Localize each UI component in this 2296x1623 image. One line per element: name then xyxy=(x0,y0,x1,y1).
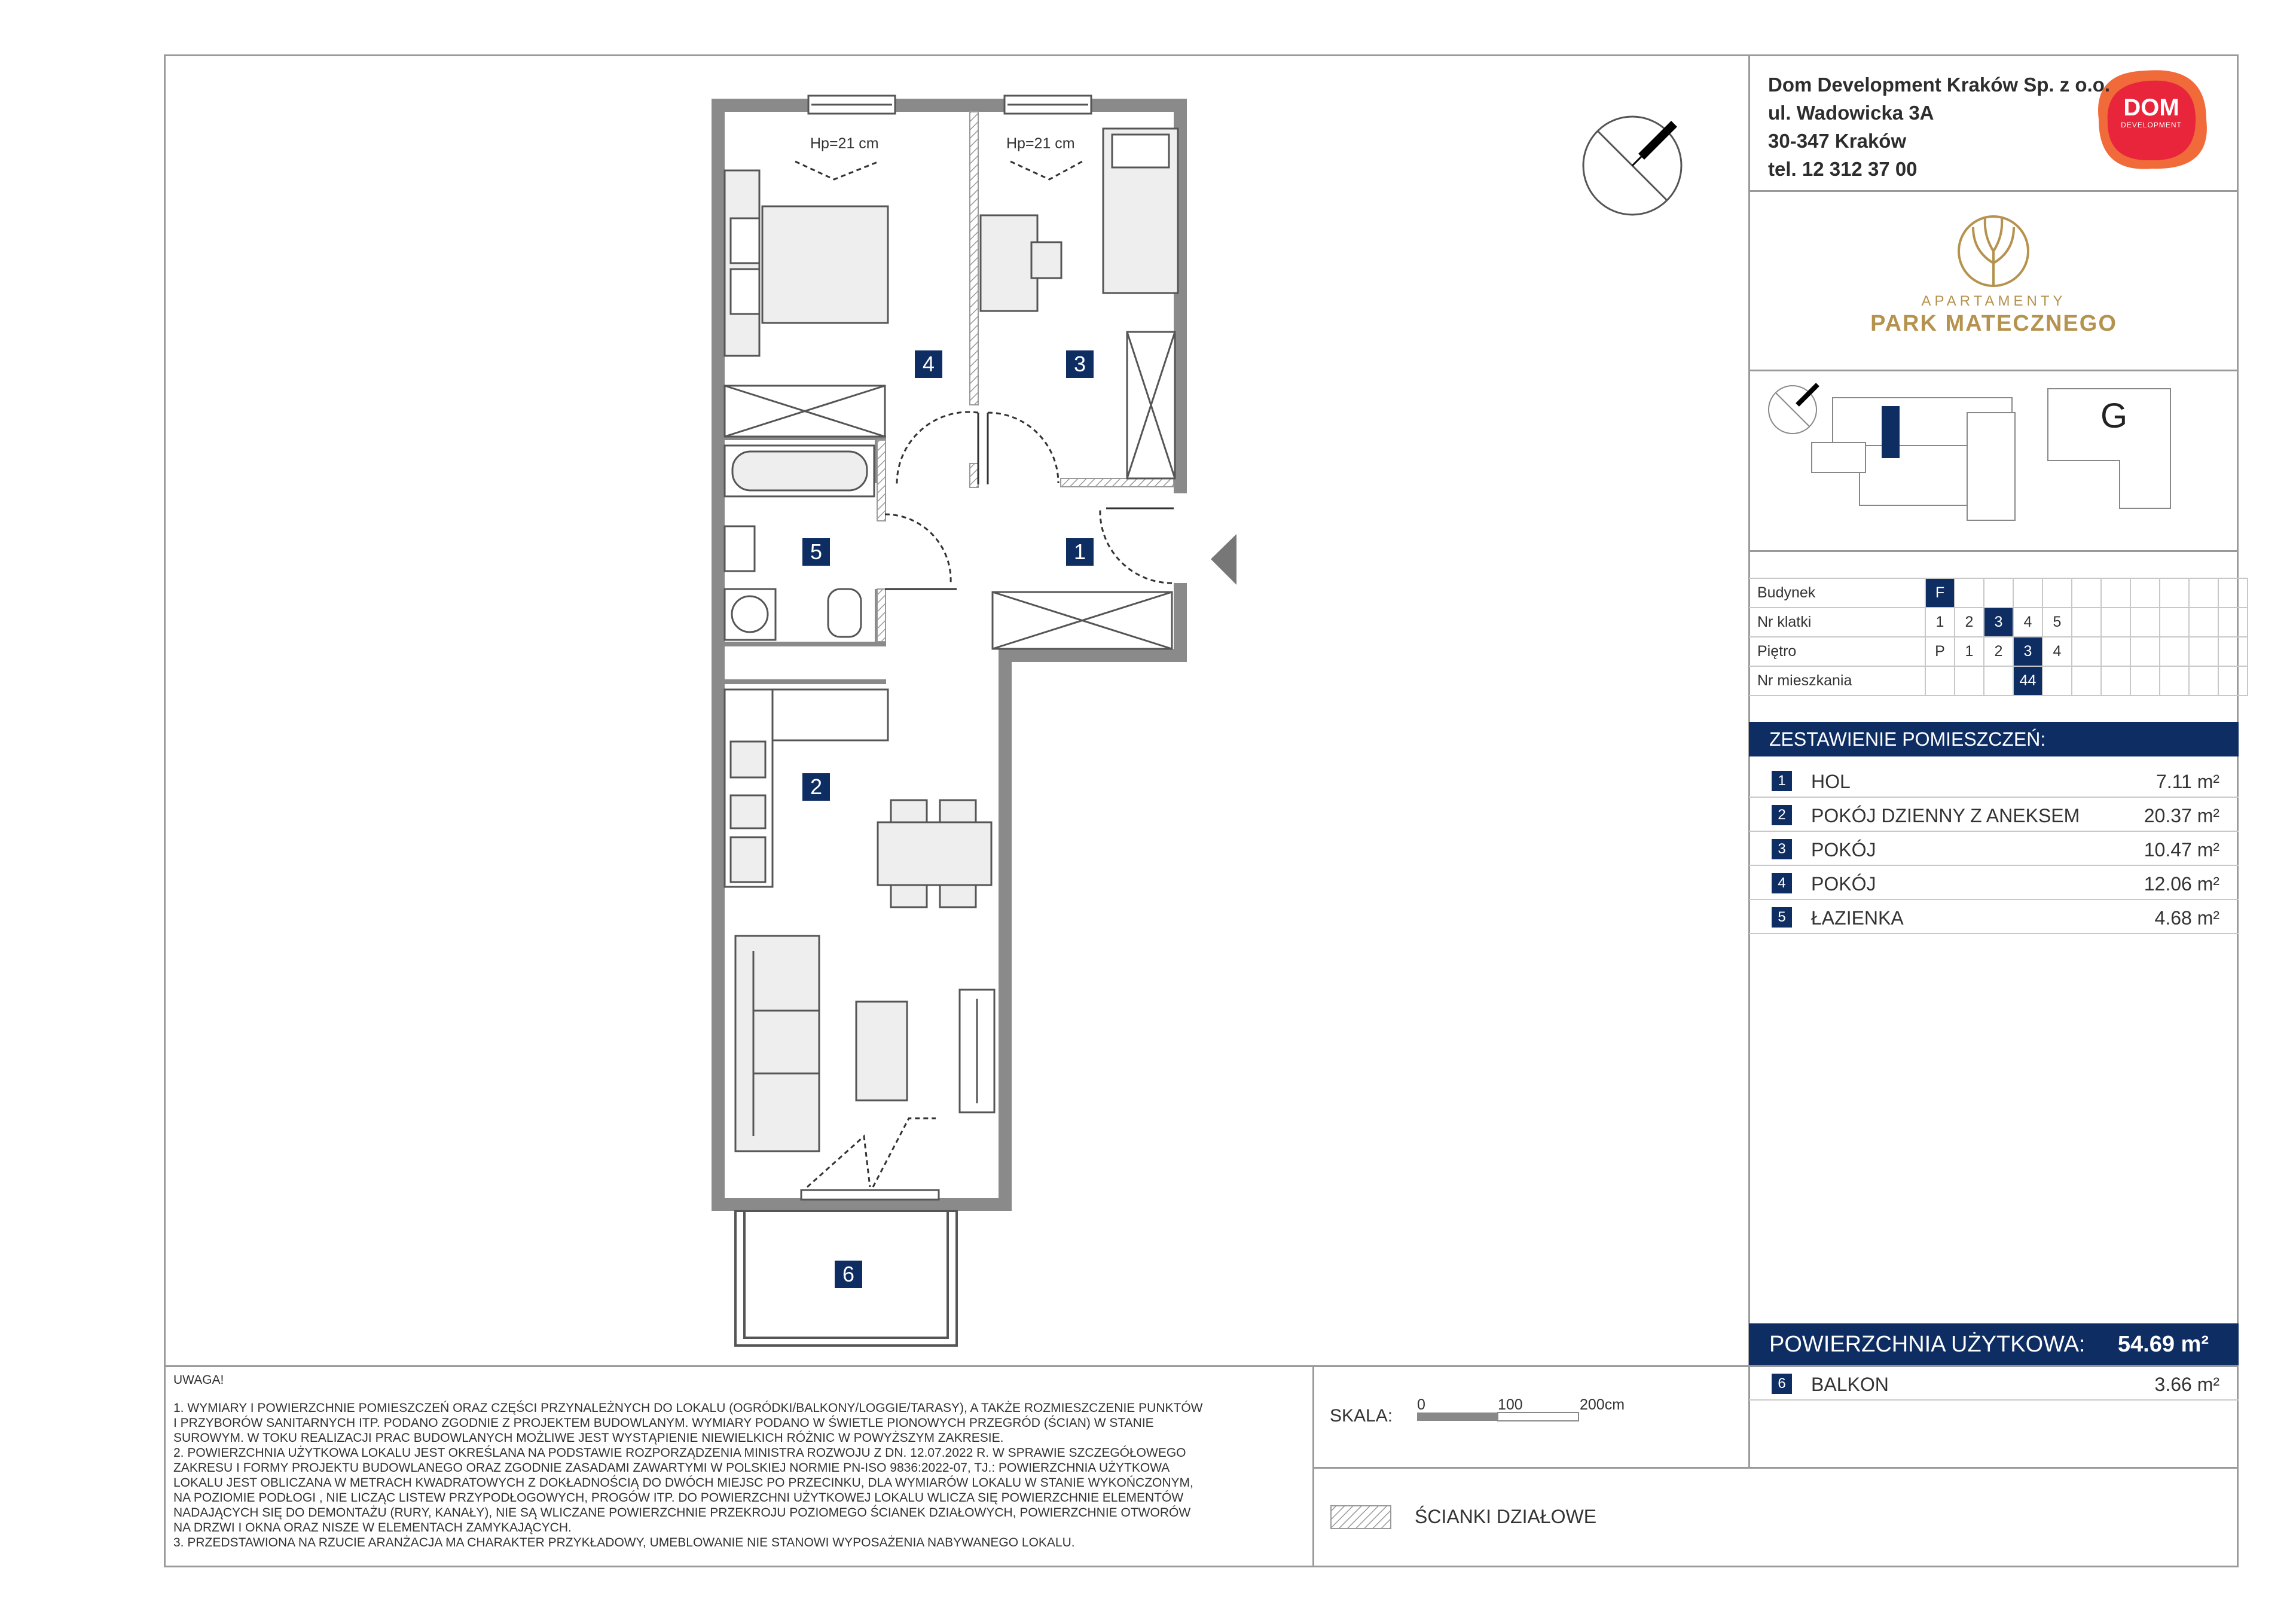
room-area: 12.06 m² xyxy=(2144,873,2219,895)
building-label: G xyxy=(2100,396,2128,435)
note-line: LOKALU JEST OBLICZANA W METRACH KWADRATOWYCH Z DOKŁADNOŚCIĄ DO DWÓCH MIEJSC PO PRZECINKU, DLA WYMIARÓW LOKALU W STANIE WYKOŃCZONYM, xyxy=(173,1476,1193,1490)
room-number: 6 xyxy=(1772,1374,1792,1394)
unit-info-cell xyxy=(2130,608,2160,637)
unit-info-table xyxy=(1749,578,2248,696)
panel-divider xyxy=(1312,1365,1314,1567)
compass-icon xyxy=(1583,117,1681,215)
notes-title: UWAGA! xyxy=(173,1373,224,1387)
unit-info-row xyxy=(1749,637,2248,666)
unit-info-cell: 5 xyxy=(2042,608,2072,637)
room-number: 2 xyxy=(1772,805,1792,825)
unit-info-cell: 2 xyxy=(1955,608,1984,637)
room-row xyxy=(1749,866,2239,900)
unit-info-cell xyxy=(2101,578,2130,608)
unit-info-cell xyxy=(2160,666,2189,695)
unit-info-cell xyxy=(2072,608,2101,637)
unit-info-cell xyxy=(2042,666,2072,695)
entrance-arrow xyxy=(1211,534,1236,585)
room-marker-3: 3 xyxy=(1066,350,1094,378)
room-marker-2: 2 xyxy=(802,773,830,801)
unit-info-cell: 44 xyxy=(2013,666,2042,695)
project-name: PARK MATECZNEGO xyxy=(1870,311,2117,336)
unit-info-cell xyxy=(1955,666,1984,695)
company-name: Dom Development Kraków Sp. z o.o. xyxy=(1768,74,2111,96)
unit-info-cell xyxy=(2101,608,2130,637)
project-subtitle: APARTAMENTY xyxy=(1921,293,2066,309)
total-area xyxy=(1749,1323,2239,1365)
total-label: POWIERZCHNIA UŻYTKOWA: xyxy=(1769,1332,2086,1357)
room-name: HOL xyxy=(1811,771,1851,792)
rooms-heading: ZESTAWIENIE POMIESZCZEŃ: xyxy=(1749,722,2239,756)
furniture xyxy=(725,129,1178,1151)
room-number: 4 xyxy=(1772,873,1792,893)
company-street: ul. Wadowicka 3A xyxy=(1768,102,1934,124)
room-area: 7.11 m² xyxy=(2155,771,2219,792)
room-name: POKÓJ xyxy=(1811,839,1876,861)
room-row xyxy=(1749,764,2239,798)
unit-info-cell xyxy=(2101,637,2130,666)
company-info xyxy=(1768,71,2110,183)
unit-info-cell xyxy=(2189,637,2218,666)
notes xyxy=(173,1372,1286,1550)
room-name: POKÓJ xyxy=(1811,873,1876,895)
unit-info-label: Nr klatki xyxy=(1749,608,1925,637)
unit-info-cell: 4 xyxy=(2042,637,2072,666)
note-line: 2. POWIERZCHNIA UŻYTKOWA LOKALU JEST OKREŚLANA NA PODSTAWIE ROZPORZĄDZENIA MINISTRA ROZWOJU Z DN. 12.07.2022 R. W SPRAWIE SZCZEGÓŁOWEGO xyxy=(173,1446,1186,1460)
note-line: 1. WYMIARY I POWIERZCHNIE POMIESZCZEŃ ORAZ CZĘŚCI PRZYNALEŻNYCH DO LOKALU (OGRÓDKI/BALKONY/LOGGIE/TARASY), A TAKŻE ROZMIESZCZENIE PUNKTÓW xyxy=(173,1401,1203,1415)
unit-info-cell xyxy=(2218,578,2248,608)
note-line: NA DRZWI I OKNA ORAZ NISZE W ELEMENTACH ZAMYKAJĄCYCH. xyxy=(173,1521,572,1534)
room-area: 10.47 m² xyxy=(2144,839,2219,861)
room-number: 3 xyxy=(1772,839,1792,859)
unit-info-cell xyxy=(2189,608,2218,637)
unit-info-cell xyxy=(2072,578,2101,608)
room-area: 4.68 m² xyxy=(2154,907,2219,929)
panel-line xyxy=(1748,370,2239,371)
scale-tick: 0 xyxy=(1417,1396,1425,1413)
unit-info-label: Nr mieszkania xyxy=(1749,666,1925,695)
total-value: 54.69 m² xyxy=(2117,1332,2209,1357)
unit-info-row xyxy=(1749,666,2248,695)
partition-legend-swatch xyxy=(1331,1506,1391,1529)
note-line: 3. PRZEDSTAWIONA NA RZUCIE ARANŻACJA MA CHARAKTER PRZYKŁADOWY, UMEBLOWANIE NIE STANOWI WYPOSAŻENIA NABYWANEGO LOKALU. xyxy=(173,1536,1075,1549)
note-line: I PRZYBORÓW SANITARNYCH ITP. PODANO ZGODNIE Z PROJEKTEM BUDOWLANYM. WYMIARY PODANO W ŚWIETLE PIONOWYCH PRZEGRÓD (ŚCIAN) W STANIE xyxy=(173,1416,1154,1430)
logo-line2: DEVELOPMENT xyxy=(2121,121,2182,129)
panel-line xyxy=(1748,190,2239,192)
note-line: ZAKRESU I FORMY PROJEKTU BUDOWLANEGO ORAZ ZGODNIE ZASADAMI ZAWARTYMI W POLSKIEJ NORMIE PN-ISO 9836:2022-07, TJ.: POWIERZCHNIA UŻYTKOWA xyxy=(173,1461,1170,1475)
room-row xyxy=(1749,900,2239,934)
company-phone: tel. 12 312 37 00 xyxy=(1768,158,1918,180)
room-marker-6: 6 xyxy=(835,1261,862,1288)
room-name: BALKON xyxy=(1811,1374,1889,1395)
unit-info-cell: 1 xyxy=(1925,608,1955,637)
room-row xyxy=(1749,832,2239,866)
unit-info-cell xyxy=(2160,608,2189,637)
unit-info-cell xyxy=(1984,578,2013,608)
panel-line xyxy=(1748,1467,2239,1469)
unit-info-cell: 1 xyxy=(1955,637,1984,666)
room-number: 1 xyxy=(1772,771,1792,791)
note-line: NA POZIOMIE PODŁOGI , NIE LICZĄC LISTEW PRZYPODŁOGOWYCH, PROGÓW ITP. DO POWIERZCHNI UŻYTKOWEJ LOKALU WLICZA SIĘ POWIERZCHNIE ELEMENTÓW xyxy=(173,1491,1184,1505)
logo-text xyxy=(2106,94,2196,129)
unit-info-cell xyxy=(2189,666,2218,695)
room-name: ŁAZIENKA xyxy=(1811,907,1904,929)
unit-info-row xyxy=(1749,608,2248,637)
unit-info-cell xyxy=(1955,578,1984,608)
unit-info-label: Piętro xyxy=(1749,637,1925,666)
unit-info-cell xyxy=(2218,608,2248,637)
unit-info-cell: 4 xyxy=(2013,608,2042,637)
room-area: 3.66 m² xyxy=(2154,1374,2219,1395)
unit-info-cell xyxy=(2130,578,2160,608)
unit-info-cell: 3 xyxy=(1984,608,2013,637)
unit-info-cell: F xyxy=(1925,578,1955,608)
unit-info-cell: 2 xyxy=(1984,637,2013,666)
unit-info-cell xyxy=(2218,637,2248,666)
unit-info-cell xyxy=(2218,666,2248,695)
project-brand xyxy=(1749,191,2239,371)
window-label: Hp=21 cm xyxy=(1006,135,1075,152)
room-marker-4: 4 xyxy=(915,350,942,378)
panel-divider xyxy=(1748,54,1750,1469)
legend-label: ŚCIANKI DZIAŁOWE xyxy=(1415,1506,1597,1527)
unit-info-cell: P xyxy=(1925,637,1955,666)
unit-info-cell xyxy=(1925,666,1955,695)
room-area: 20.37 m² xyxy=(2144,805,2219,826)
company-city: 30-347 Kraków xyxy=(1768,130,1907,152)
scale-label: SKALA: xyxy=(1330,1406,1393,1426)
logo-line1: DOM xyxy=(2123,94,2179,121)
unit-info-cell xyxy=(2101,666,2130,695)
room-row xyxy=(1749,798,2239,832)
unit-info-cell xyxy=(2042,578,2072,608)
room-marker-5: 5 xyxy=(802,538,830,566)
room-name: POKÓJ DZIENNY Z ANEKSEM xyxy=(1811,805,2080,826)
note-line: NADAJĄCYCH SIĘ DO DEMONTAŻU (RURY, KANAŁY), NIE SĄ WLICZANE POWIERZCHNIE PRZEKROJU POZIOMEGO ŚCIANEK DZIAŁOWYCH, POWIERZCHNIE OTWORÓW xyxy=(173,1506,1191,1520)
panel-line xyxy=(1312,1467,1749,1469)
unit-info-label: Budynek xyxy=(1749,578,1925,608)
unit-info-cell xyxy=(2013,578,2042,608)
balcony-row xyxy=(1749,1366,2239,1401)
room-number: 5 xyxy=(1772,907,1792,928)
scale-tick: 200cm xyxy=(1580,1396,1625,1413)
room-marker-1: 1 xyxy=(1066,538,1094,566)
scale-bar xyxy=(1417,1413,1578,1421)
unit-info-cell xyxy=(1984,666,2013,695)
unit-info-row xyxy=(1749,578,2248,608)
panel-line xyxy=(1748,550,2239,552)
unit-info-cell: 3 xyxy=(2013,637,2042,666)
note-line: SUROWYM. W TOKU REALIZACJI PRAC BUDOWLANYCH MOŻLIWE JEST WYSTĄPIENIE NIEWIELKICH RÓŻNIC W POWYŻSZYM ZAKRESIE. xyxy=(173,1431,1004,1445)
unit-info-cell xyxy=(2130,666,2160,695)
window-label: Hp=21 cm xyxy=(810,135,879,152)
unit-info-cell xyxy=(2160,637,2189,666)
unit-info-cell xyxy=(2130,637,2160,666)
unit-info-cell xyxy=(2072,637,2101,666)
unit-info-cell xyxy=(2160,578,2189,608)
unit-info-cell xyxy=(2072,666,2101,695)
unit-info-cell xyxy=(2189,578,2218,608)
scale-tick: 100 xyxy=(1498,1396,1523,1413)
